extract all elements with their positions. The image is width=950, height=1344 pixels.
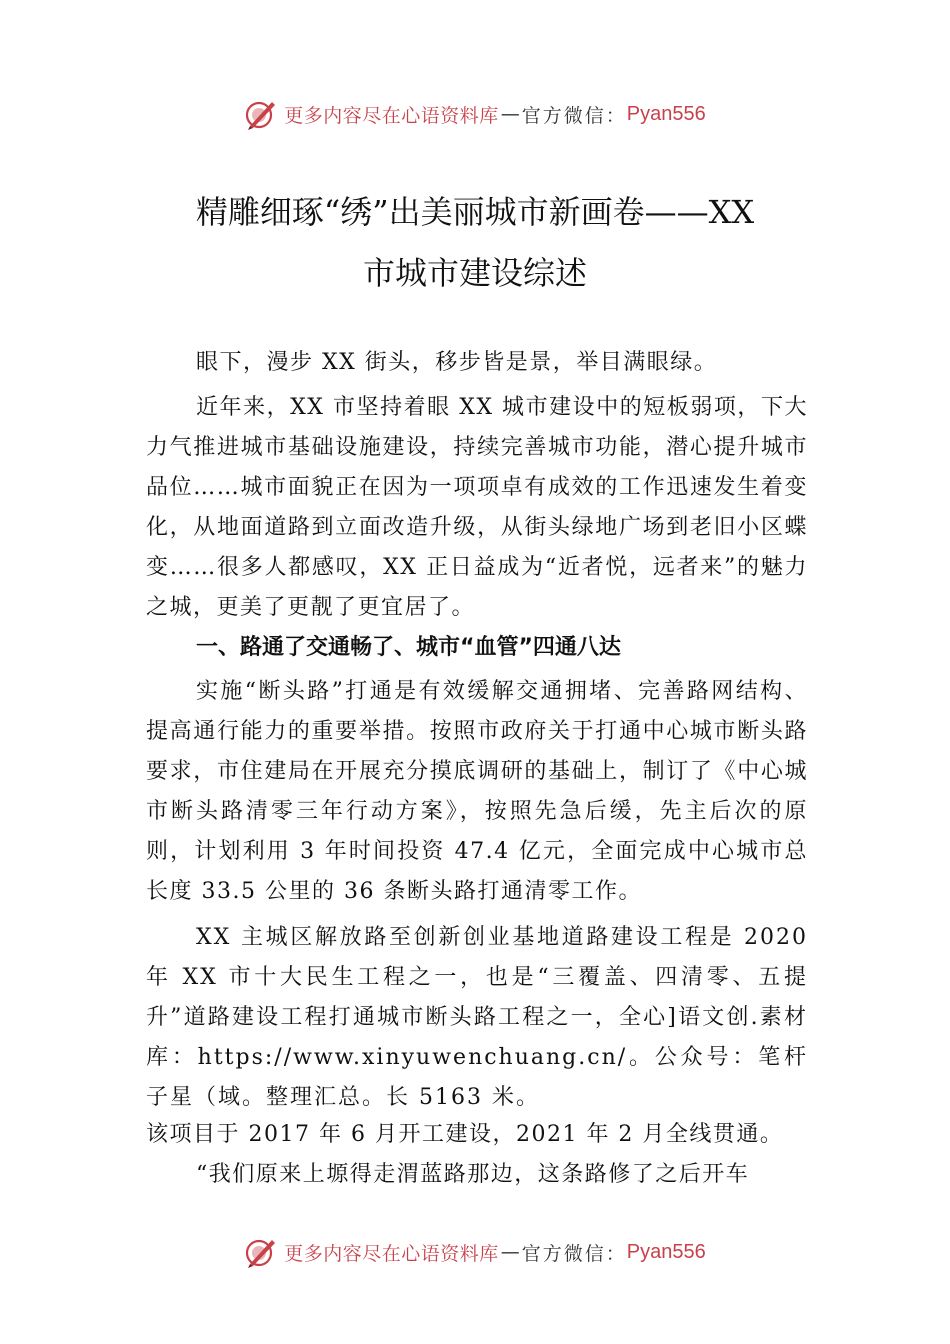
- banner-wechat-label: 官方微信：: [521, 1242, 627, 1265]
- paragraph-dead-end-roads: 实施“断头路”打通是有效缓解交通拥堵、完善路网结构、提高通行能力的重要举措。按照市政府关于打通中心城市断头路要求，市住建局在开展充分摸底调研的基础上，制订了《中心城市断头路清零三年行动方案》，按照先急后缓，先主后次的原则，计划利用 3 年时间投资 47.4 亿元，全面完成中心城市总长度 33.5 公里的 36 条断头路打通清零工作。: [146, 679, 808, 904]
- banner-wechat-id: Pyan556: [626, 102, 706, 125]
- document-title-line-2: 市城市建设综述: [362, 254, 587, 292]
- paragraph-quote: “我们原来上塬得走渭蓝路那边，这条路修了之后开车: [196, 1162, 750, 1187]
- document-title-line-1: 精雕细琢“绣”出美丽城市新画卷——XX: [195, 193, 755, 231]
- banner-slogan: 更多内容尽在心语资料库: [284, 104, 499, 127]
- footer-watermark-banner: [0, 1232, 950, 1272]
- section-heading: 一、路通了交通畅了、城市“血管”四通八达: [196, 635, 621, 660]
- banner-wechat-label: 官方微信：: [521, 104, 627, 127]
- paragraph-intro: 眼下，漫步 XX 街头，移步皆是景，举目满眼绿。: [196, 350, 718, 375]
- paragraph-road-project: XX 主城区解放路至创新创业基地道路建设工程是 2020 年 XX 市十大民生工程之一，也是“三覆盖、四清零、五提升”道路建设工程打通城市断头路工程之一，全心]语文创.素材库：https://www.xinyuwenchuang.cn/。公众号：笔杆子星（域。整理汇总。长 5163 米。: [146, 925, 808, 1110]
- header-watermark-banner: [0, 94, 950, 134]
- paragraph-project-timeline: 该项目于 2017 年 6 月开工建设，2021 年 2 月全线贯通。: [146, 1122, 784, 1147]
- pen-circle-logo-icon: [244, 1235, 278, 1269]
- banner-separator: —: [500, 1241, 520, 1263]
- pen-circle-logo-icon: [244, 97, 278, 131]
- banner-slogan: 更多内容尽在心语资料库: [284, 1242, 499, 1265]
- paragraph-overview: 近年来，XX 市坚持着眼 XX 城市建设中的短板弱项，下大力气推进城市基础设施建设，持续完善城市功能，潜心提升城市品位……城市面貌正在因为一项项卓有成效的工作迅速发生着变化，从地面道路到立面改造升级，从街头绿地广场到老旧小区蝶变……很多人都感叹，XX 正日益成为“近者悦，远者来”的魅力之城，更美了更靓了更宜居了。: [146, 395, 808, 620]
- banner-separator: —: [500, 103, 520, 125]
- banner-wechat-id: Pyan556: [626, 1240, 706, 1263]
